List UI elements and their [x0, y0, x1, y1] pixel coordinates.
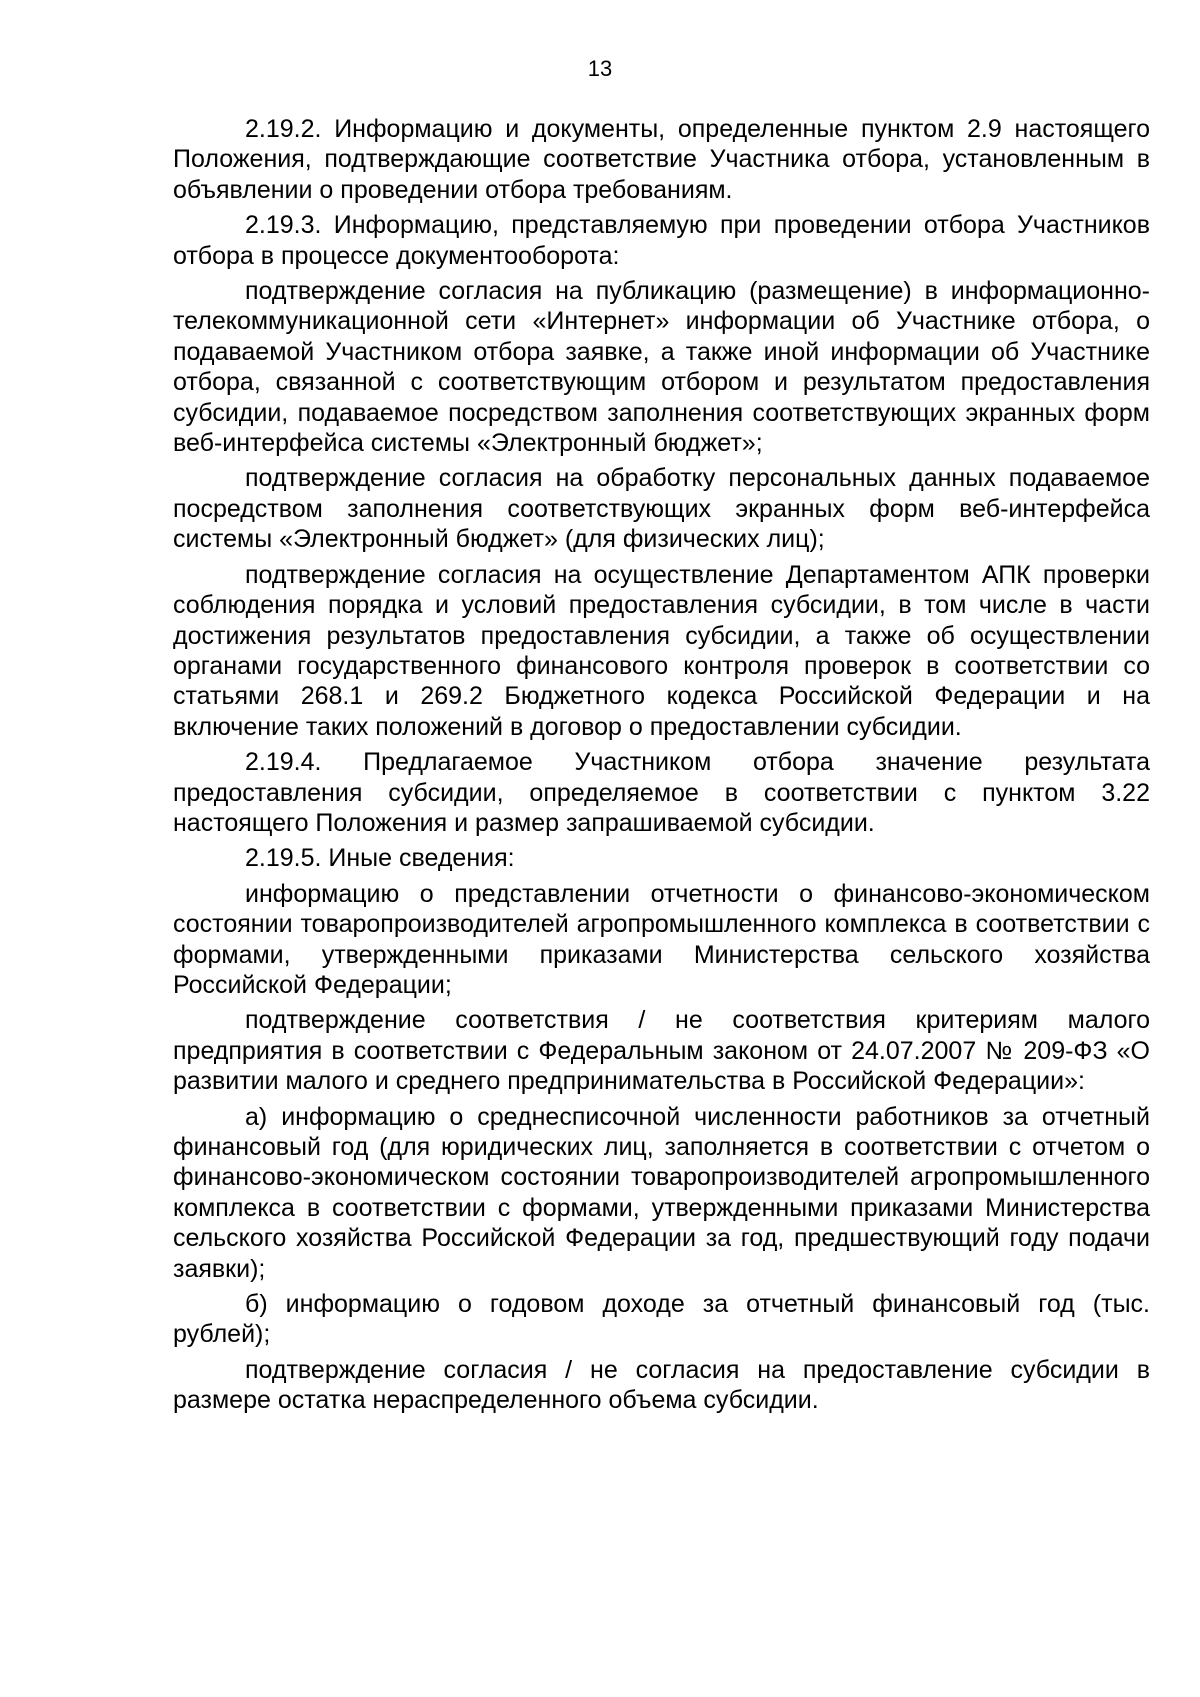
paragraph-small-enterprise: подтверждение соответствия / не соответствия критериям малого предприятия в соответствии с Федеральным законом от 24.07.2007 № 209-ФЗ «О развитии малого и среднего предпринимательства в Российской Федерации»: — [173, 1006, 1150, 1096]
paragraph-2-19-2: 2.19.2. Информацию и документы, определенные пунктом 2.9 настоящего Положения, подтверждающие соответствие Участника отбора, установленным в объявлении о проведении отбора требованиям. — [173, 115, 1150, 204]
paragraph-item-b: б) информацию о годовом доходе за отчетный финансовый год (тыс. рублей); — [173, 1290, 1150, 1349]
paragraph-2-19-3: 2.19.3. Информацию, представляемую при проведении отбора Участников отбора в процессе документооборота: — [173, 211, 1150, 270]
document-body — [173, 114, 1150, 1421]
paragraph-consent-publication: подтверждение согласия на публикацию (размещение) в информационно-телекоммуникационной сети «Интернет» информации об Участнике отбора, о подаваемой Участником отбора заявке, а также иной информации об Участнике отбора, связанной с соответствующим отбором и результатом предоставления субсидии, подаваемое посредством заполнения соответствующих экранных форм веб-интерфейса системы «Электронный бюджет»; — [173, 277, 1150, 458]
paragraph-consent-inspection: подтверждение согласия на осуществление Департаментом АПК проверки соблюдения порядка и условий предоставления субсидии, в том числе в части достижения результатов предоставления субсидии, а также об осуществлении органами государственного финансового контроля проверок в соответствии со статьями 268.1 и 269.2 Бюджетного кодекса Российской Федерации и на включение таких положений в договор о предоставлении субсидии. — [173, 560, 1150, 741]
paragraph-reporting-info: информацию о представлении отчетности о финансово-экономическом состоянии товаропроизводителей агропромышленного комплекса в соответствии с формами, утвержденными приказами Министерства сельского хозяйства Российской Федерации; — [173, 879, 1150, 999]
paragraph-consent-personal-data: подтверждение согласия на обработку персональных данных подаваемое посредством заполнения соответствующих экранных форм веб-интерфейса системы «Электронный бюджет» (для физических лиц); — [173, 464, 1150, 554]
paragraph-2-19-4: 2.19.4. Предлагаемое Участником отбора значение результата предоставления субсидии, определяемое в соответствии с пунктом 3.22 настоящего Положения и размер запрашиваемой субсидии. — [173, 748, 1150, 837]
paragraph-2-19-5: 2.19.5. Иные сведения: — [245, 844, 515, 873]
paragraph-item-a: а) информацию о среднесписочной численности работников за отчетный финансовый год (для юридических лиц, заполняется в соответствии с отчетом о финансово-экономическом состоянии товаропроизводителей агропромышленного комплекса в соответствии с формами, утвержденными приказами Министерства сельского хозяйства Российской Федерации за год, предшествующий году подачи заявки); — [173, 1102, 1150, 1283]
paragraph-consent-remainder: подтверждение согласия / не согласия на предоставление субсидии в размере остатка нераспределенного объема субсидии. — [173, 1355, 1150, 1415]
page-number: 13 — [587, 56, 613, 81]
